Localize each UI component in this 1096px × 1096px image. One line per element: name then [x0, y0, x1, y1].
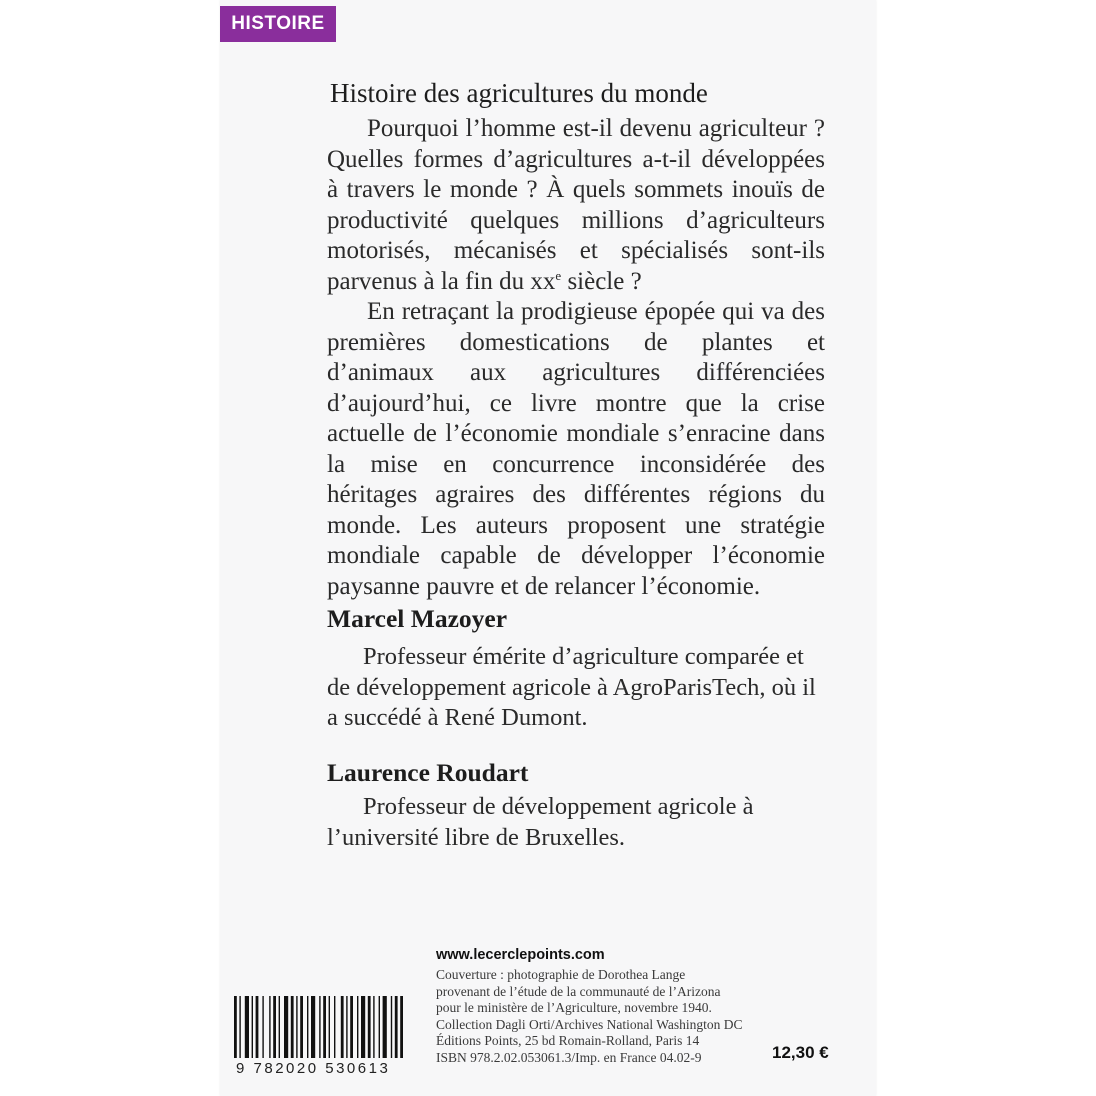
publisher-website: www.lecerclepoints.com [436, 947, 605, 963]
category-badge: HISTOIRE [220, 6, 336, 42]
paragraph-1-tail: siècle ? [561, 267, 642, 295]
credit-line: provenant de l’étude de la communauté de l’Arizona [436, 983, 721, 999]
isbn-line: ISBN 978.2.02.053061.3/Imp. en France 04.02-9 [436, 1049, 702, 1065]
credits-block [436, 967, 766, 1067]
author-bio-1: Professeur émérite d’agriculture comparée et de développement agricole à AgroParisTech, où il a succédé à René Dumont. [327, 643, 816, 731]
summary-text [327, 114, 825, 602]
credit-line: Éditions Points, 25 bd Romain-Rolland, Paris 14 [436, 1033, 700, 1049]
superscript-e: e [555, 267, 562, 283]
book-title: Histoire des agricultures du monde [330, 78, 708, 108]
credit-line: Collection Dagli Orti/Archives National Washington DC [436, 1016, 743, 1032]
barcode-icon [232, 996, 428, 1062]
credit-line: pour le ministère de l’Agriculture, novembre 1940. [436, 1000, 712, 1016]
paragraph-1 [327, 114, 825, 297]
paragraph-1-text: Pourquoi l’homme est-il devenu agriculteur ? Quelles formes d’agricultures a-t-il développées à travers le monde ? À quels sommets inouïs de productivité quelques millions d’agriculteurs motorisés, mécanisés et spécialisés sont-ils parvenus à la fin du xx [327, 115, 825, 295]
author-name-2: Laurence Roudart [327, 758, 529, 787]
author-name-1: Marcel Mazoyer [327, 604, 508, 633]
price: 12,30 € [772, 1043, 829, 1062]
paragraph-2: En retraçant la prodigieuse épopée qui va des premières domestications de plantes et d’animaux aux agricultures différenciées d’aujourd’hui, ce livre montre que la crise actuelle de l’économie mondiale s’enracine dans la mise en concurrence inconsidérée des héritages agraires des différentes régions du monde. Les auteurs proposent une stratégie mondiale capable de développer l’économie paysanne pauvre et de relancer l’économie. [327, 298, 825, 600]
credit-line: Couverture : photographie de Dorothea Lange [436, 967, 686, 982]
author-bio-2: Professeur de développement agricole à l’université libre de Bruxelles. [327, 793, 754, 851]
barcode-digits: 9 782020 530613 [236, 1060, 391, 1077]
